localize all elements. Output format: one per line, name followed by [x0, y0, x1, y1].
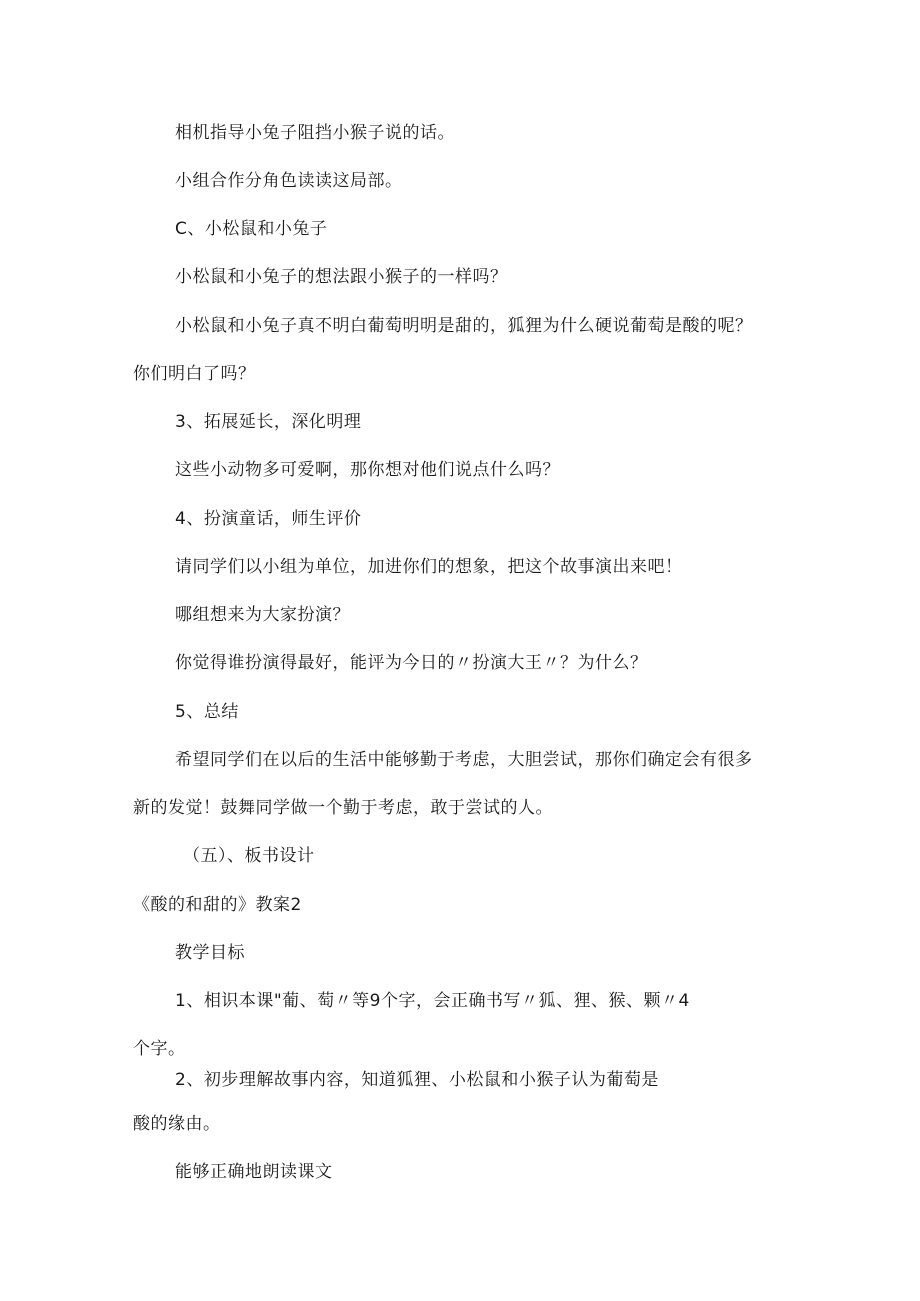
paragraph-line: 酸的缘由。 [133, 1114, 221, 1134]
section-heading: 5、总结 [175, 702, 239, 722]
paragraph-line: 2、初步理解故事内容，知道狐狸、小松鼠和小猴子认为葡萄是 [175, 1070, 659, 1090]
section-heading: 4、扮演童话，师生评价 [175, 509, 362, 529]
paragraph-line: 哪组想来为大家扮演？ [175, 605, 350, 625]
section-heading: 3、拓展延长，深化明理 [175, 412, 362, 432]
section-heading: （五）、板书设计 [183, 846, 315, 866]
paragraph-line: 你们明白了吗？ [133, 364, 256, 384]
paragraph-line: 这些小动物多可爱啊，那你想对他们说点什么吗？ [175, 460, 560, 480]
paragraph-line: 请同学们以小组为单位，加进你们的想象，把这个故事演出来吧！ [175, 557, 683, 577]
section-heading: C、小松鼠和小兔子 [175, 219, 328, 239]
paragraph-line: 相机指导小兔子阻挡小猴子说的话。 [175, 123, 455, 143]
paragraph-line: 个字。 [133, 1039, 186, 1059]
paragraph-line: 小组合作分角色读读这局部。 [175, 171, 403, 191]
paragraph-line: 小松鼠和小兔子的想法跟小猴子的一样吗？ [175, 267, 508, 287]
paragraph-line: 1、相识本课"葡、萄〃等9个字，会正确书写〃狐、狸、猴、颗〃4 [175, 991, 690, 1011]
section-heading: 教学目标 [175, 943, 245, 963]
paragraph-line: 能够正确地朗读课文 [175, 1162, 333, 1182]
paragraph-line: 希望同学们在以后的生活中能够勤于考虑，大胆尝试，那你们确定会有很多 [175, 750, 753, 770]
paragraph-line: 小松鼠和小兔子真不明白葡萄明明是甜的，狐狸为什么硬说葡萄是酸的呢？ [175, 316, 753, 336]
paragraph-line: 新的发觉！鼓舞同学做一个勤于考虑，敢于尝试的人。 [133, 798, 553, 818]
document-title: 《酸的和甜的》教案2 [133, 895, 302, 915]
paragraph-line: 你觉得谁扮演得最好，能评为今日的〃扮演大王〃？为什么？ [175, 653, 648, 673]
